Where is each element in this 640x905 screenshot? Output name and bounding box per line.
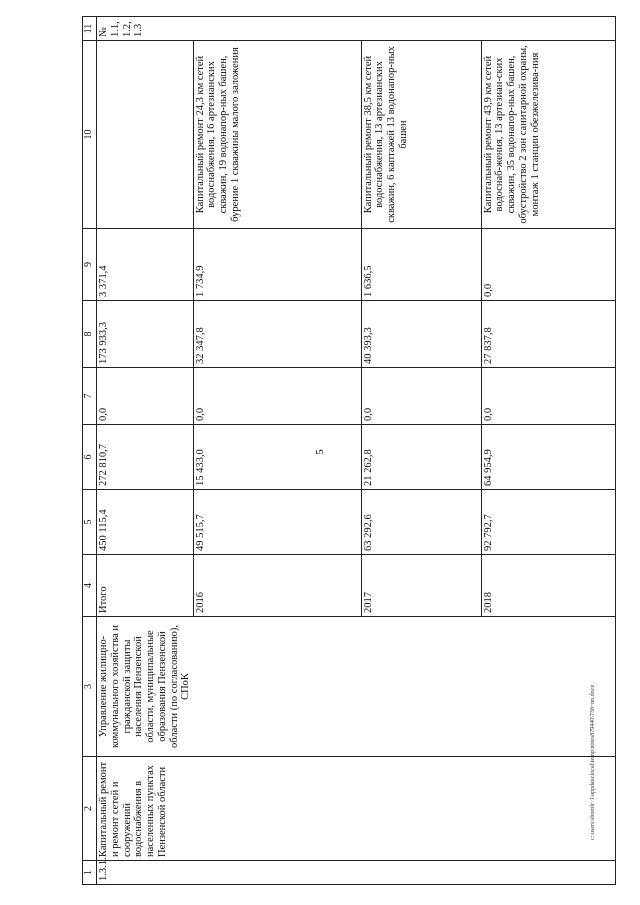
page-number: 5 <box>314 449 326 455</box>
col8-cell: 40 393,3 <box>361 301 481 368</box>
empty-cell <box>481 17 616 41</box>
empty-cell <box>193 617 361 757</box>
footer-path-text: c:\users\sboroh~1\appdata\local\temp\notes879440\738~nn.docx <box>590 684 596 840</box>
year-cell: 2017 <box>361 555 481 617</box>
col7-cell: 0,0 <box>361 368 481 425</box>
total-cell: 450 115,4 <box>97 490 194 555</box>
total-cell: 92 792,7 <box>481 490 616 555</box>
empty-cell <box>361 757 481 861</box>
col7-cell: 0,0 <box>481 368 616 425</box>
total-cell: 49 515,7 <box>193 490 361 555</box>
footer-path <box>590 684 598 848</box>
year-cell: 2016 <box>193 555 361 617</box>
col-header-3: 3 <box>83 617 97 757</box>
col8-cell: 32 347,8 <box>193 301 361 368</box>
col-header-6: 6 <box>83 425 97 490</box>
empty-cell <box>193 757 361 861</box>
col8-cell: 173 933,3 <box>97 301 194 368</box>
table-row-2017 <box>361 17 481 885</box>
col-header-8: 8 <box>83 301 97 368</box>
table-row-total <box>97 17 194 885</box>
col8-cell: 27 837,8 <box>481 301 616 368</box>
col-header-9: 9 <box>83 229 97 301</box>
col6-cell: 15 433,0 <box>193 425 361 490</box>
col6-cell: 64 954,9 <box>481 425 616 490</box>
col-header-2: 2 <box>83 757 97 861</box>
result-cell: Капитальный ремонт 38,5 км сетей водоснабжения, 13 артезианских скважин, 6 каптажей 13 водонапор-ных башен <box>361 41 481 229</box>
result-cell: Капитальный ремонт 43,9 км сетей водоснаб-жения, 13 артезиан-ских скважин, 35 водонапор-ных башен, обустройство 2 зон санитарной охраны, монтаж 1 станции обезжелезива-ния <box>481 41 616 229</box>
col9-cell: 0,0 <box>481 229 616 301</box>
col-header-1: 1 <box>83 861 97 885</box>
table-wrapper <box>82 17 616 885</box>
empty-cell <box>481 861 616 885</box>
header-row <box>83 17 97 885</box>
table-row-2016 <box>193 17 361 885</box>
col-header-7: 7 <box>83 368 97 425</box>
col7-cell: 0,0 <box>97 368 194 425</box>
col9-cell: 1 734,9 <box>193 229 361 301</box>
row-number: 1.3.1. <box>97 861 194 885</box>
col6-cell: 21 262,8 <box>361 425 481 490</box>
activity-name: Капитальный ремонт и ремонт сетей и сооружений водоснабжения в населенных пунктах Пензенской области <box>97 757 194 861</box>
year-cell: 2018 <box>481 555 616 617</box>
link-cell: № 1.1, 1.2, 1.3 <box>97 17 194 41</box>
total-cell: 63 292,6 <box>361 490 481 555</box>
col-header-10: 10 <box>83 41 97 229</box>
col-header-11: 11 <box>83 17 97 41</box>
program-table <box>82 16 616 885</box>
result-cell: Капитальный ремонт 24,3 км сетей водоснабжения, 16 артезианских скважин, 19 водонапор-ных башен, бурение 1 скважины малого заложения <box>193 41 361 229</box>
executor: Управление жилищно-коммунального хозяйства и гражданской защиты населения Пензенской области, муниципальные образования Пензенской области (по согласованию), СПоК <box>97 617 194 757</box>
empty-cell <box>193 17 361 41</box>
col7-cell: 0,0 <box>193 368 361 425</box>
empty-cell <box>361 617 481 757</box>
year-cell: Итого <box>97 555 194 617</box>
col-header-5: 5 <box>83 490 97 555</box>
col-header-4: 4 <box>83 555 97 617</box>
empty-cell <box>361 17 481 41</box>
result-cell <box>97 41 194 229</box>
col9-cell: 1 636,5 <box>361 229 481 301</box>
col9-cell: 3 371,4 <box>97 229 194 301</box>
col6-cell: 272 810,7 <box>97 425 194 490</box>
empty-cell <box>361 861 481 885</box>
empty-cell <box>193 861 361 885</box>
